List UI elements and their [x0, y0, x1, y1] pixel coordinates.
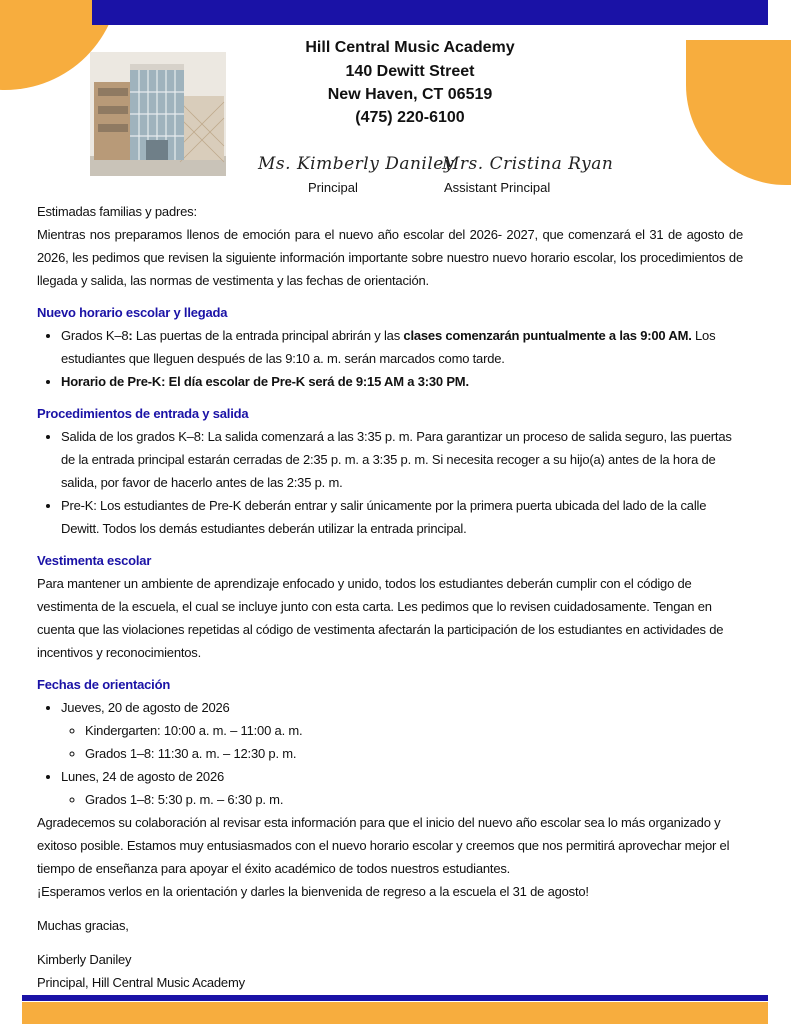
closing-line: ¡Esperamos verlos en la orientación y darles la bienvenida de regreso a la escuela el 31 de agosto! — [37, 884, 589, 899]
assistant-principal-signature: Mrs. Cristina Ryan — [442, 154, 614, 174]
principal-signature: Ms. Kimberly Daniley — [258, 154, 454, 174]
list-item: ◦ Grados 1–8: 11:30 a. m. – 12:30 p. m. — [85, 742, 743, 765]
dress-code-paragraph: Para mantener un ambiente de aprendizaje enfocado y unido, todos los estudiantes deberán cumplir con el código de vestimenta de la escuela, el cual se incluye junto con esta carta. Les pedimos que lo revisen cuidadosamente. Tengan en cuenta que las violaciones repetidas al código de vestimenta afectarán la participación de los estudiantes en actividades de incentivos y reconocimientos. — [37, 576, 724, 660]
list-item — [61, 696, 743, 765]
list-item — [61, 324, 743, 370]
decorative-orange-shape-top-right — [686, 40, 791, 185]
orientation-list — [37, 696, 743, 811]
grades-colon: : — [128, 328, 133, 343]
decorative-blue-bar-top — [92, 0, 768, 25]
decorative-blue-bar-bottom — [22, 995, 768, 1001]
section-heading-schedule: Nuevo horario escolar y llegada — [37, 305, 228, 320]
orientation-day: Jueves, 20 de agosto de 2026 — [61, 700, 230, 715]
section-heading-dress-code: Vestimenta escolar — [37, 553, 152, 568]
principal-title: Principal — [308, 180, 358, 195]
list-item — [61, 765, 743, 811]
section-heading-procedures: Procedimientos de entrada y salida — [37, 406, 249, 421]
grades-label: Grados K–8 — [61, 328, 129, 343]
signer-title: Principal, Hill Central Music Academy — [37, 975, 245, 990]
school-city: New Haven, CT 06519 — [327, 86, 493, 103]
school-phone: (475) 220-6100 — [355, 109, 465, 126]
school-name: Hill Central Music Academy — [305, 39, 515, 56]
signer-name: Kimberly Daniley — [37, 952, 132, 967]
orientation-sublist — [61, 788, 743, 811]
schedule-list — [37, 324, 743, 393]
greeting: Estimadas familias y padres: — [37, 204, 197, 219]
list-item-text: Los estudiantes que lleguen después de las 9:10 a. m. serán marcados como tarde. — [61, 328, 716, 366]
section-heading-orientation: Fechas de orientación — [37, 677, 171, 692]
orientation-day: Lunes, 24 de agosto de 2026 — [61, 769, 225, 784]
school-building-image — [90, 52, 226, 176]
intro-paragraph: Mientras nos preparamos llenos de emoción para el nuevo año escolar del 2026- 2027, que comenzará el 31 de agosto de 2026, les pedimos que revisen la siguiente información importante sobre nuestro nuevo horario escolar, los procedimientos de llegada y salida, las normas de vestimenta y las fechas de orientación. — [37, 227, 743, 288]
start-time-emphasis: clases comenzarán puntualmente a las 9:00 AM. — [403, 328, 692, 343]
assistant-principal-title: Assistant Principal — [444, 180, 551, 195]
decorative-orange-bar-bottom — [22, 1002, 768, 1024]
procedures-list — [37, 425, 743, 540]
thanks-line: Muchas gracias, — [37, 918, 129, 933]
orientation-sublist — [61, 719, 743, 765]
prek-schedule: Horario de Pre-K: El día escolar de Pre-K será de 9:15 AM a 3:30 PM. — [61, 374, 469, 389]
list-item: • Pre-K: Los estudiantes de Pre-K deberán entrar y salir únicamente por la primera puerta ubicada del lado de la calle Dewitt. Todos los demás estudiantes deberán utilizar la entrada principal. — [61, 494, 743, 540]
closing-paragraph: Agradecemos su colaboración al revisar esta información para que el inicio del nuevo año escolar sea lo más organizado y exitoso posible. Estamos muy entusiasmados con el nuevo horario escolar y creemos que nos permitirá aprovechar mejor el tiempo de enseñanza para apoyar el éxito académico de todos nuestros estudiantes. — [37, 815, 730, 876]
list-item: ◦ Grados 1–8: 5:30 p. m. – 6:30 p. m. — [85, 788, 743, 811]
letter-body — [37, 200, 743, 994]
list-item-text: Las puertas de la entrada principal abrirán y las — [132, 328, 404, 343]
list-item — [61, 370, 743, 393]
list-item: • Salida de los grados K–8: La salida comenzará a las 3:35 p. m. Para garantizar un proceso de salida seguro, las puertas de la entrada principal estarán cerradas de 2:35 p. m. a 3:35 p. m. Si necesita recoger a su hijo(a) antes de la hora de salida, por favor de hacerlo antes de las 2:35 p. m. — [61, 425, 743, 494]
school-street: 140 Dewitt Street — [345, 63, 475, 80]
list-item: ◦ Kindergarten: 10:00 a. m. – 11:00 a. m. — [85, 719, 743, 742]
